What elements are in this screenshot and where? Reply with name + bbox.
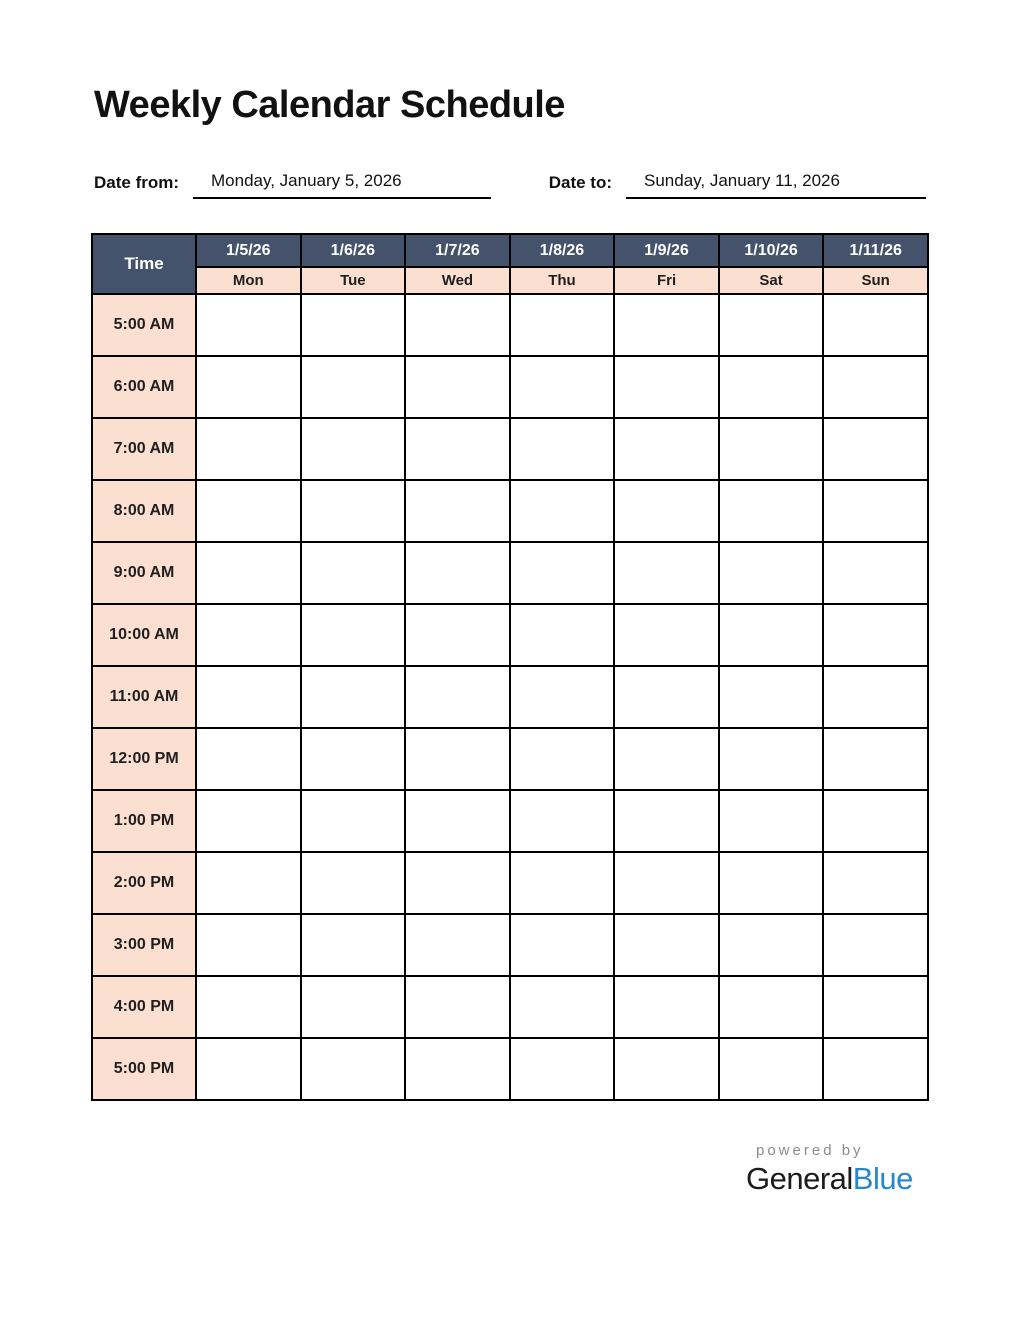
table-row: [92, 604, 928, 666]
schedule-cell-thu: [510, 356, 615, 418]
schedule-cell-wed: [405, 1038, 510, 1100]
day-header-thu: Thu: [510, 267, 615, 294]
schedule-cell-thu: [510, 480, 615, 542]
schedule-cell-fri: [614, 728, 719, 790]
schedule-cell-mon: [196, 852, 301, 914]
date-to-label: Date to:: [548, 173, 612, 192]
schedule-cell-sun: [823, 480, 928, 542]
schedule-cell-fri: [614, 356, 719, 418]
schedule-cell-tue: [301, 666, 406, 728]
date-header-mon: 1/5/26: [196, 234, 301, 267]
schedule-cell-thu: [510, 790, 615, 852]
schedule-cell-tue: [301, 976, 406, 1038]
schedule-cell-mon: [196, 480, 301, 542]
schedule-cell-sat: [719, 790, 824, 852]
schedule-cell-thu: [510, 294, 615, 356]
brand-general-text: General: [746, 1161, 853, 1196]
schedule-cell-wed: [405, 728, 510, 790]
schedule-cell-mon: [196, 666, 301, 728]
schedule-cell-tue: [301, 790, 406, 852]
schedule-cell-sun: [823, 852, 928, 914]
schedule-cell-sat: [719, 728, 824, 790]
schedule-cell-tue: [301, 418, 406, 480]
schedule-cell-fri: [614, 604, 719, 666]
table-row: [92, 480, 928, 542]
schedule-cell-fri: [614, 542, 719, 604]
schedule-cell-fri: [614, 852, 719, 914]
schedule-cell-sun: [823, 914, 928, 976]
schedule-cell-thu: [510, 914, 615, 976]
schedule-cell-sat: [719, 976, 824, 1038]
schedule-cell-wed: [405, 852, 510, 914]
schedule-cell-sat: [719, 604, 824, 666]
schedule-cell-mon: [196, 356, 301, 418]
schedule-cell-sat: [719, 666, 824, 728]
table-row: [92, 418, 928, 480]
date-to-value: Sunday, January 11, 2026: [626, 171, 926, 199]
schedule-cell-wed: [405, 604, 510, 666]
time-label: 5:00 AM: [92, 294, 196, 356]
time-label: 1:00 PM: [92, 790, 196, 852]
schedule-cell-mon: [196, 418, 301, 480]
schedule-cell-tue: [301, 852, 406, 914]
schedule-cell-thu: [510, 418, 615, 480]
schedule-cell-tue: [301, 542, 406, 604]
schedule-cell-sun: [823, 294, 928, 356]
day-header-wed: Wed: [405, 267, 510, 294]
general-blue-logo: [746, 1161, 913, 1197]
schedule-cell-thu: [510, 666, 615, 728]
schedule-cell-mon: [196, 1038, 301, 1100]
schedule-cell-mon: [196, 294, 301, 356]
time-label: 9:00 AM: [92, 542, 196, 604]
date-range-row: [94, 171, 926, 199]
schedule-cell-thu: [510, 976, 615, 1038]
date-to-field: [549, 171, 926, 199]
time-label: 12:00 PM: [92, 728, 196, 790]
brand-blue-text: Blue: [852, 1161, 913, 1196]
schedule-cell-fri: [614, 666, 719, 728]
date-header-sat: 1/10/26: [719, 234, 824, 267]
table-row: [92, 728, 928, 790]
schedule-cell-sat: [719, 356, 824, 418]
date-header-sun: 1/11/26: [823, 234, 928, 267]
schedule-cell-thu: [510, 728, 615, 790]
schedule-cell-sun: [823, 728, 928, 790]
time-label: 7:00 AM: [92, 418, 196, 480]
time-label: 4:00 PM: [92, 976, 196, 1038]
schedule-cell-mon: [196, 604, 301, 666]
schedule-cell-fri: [614, 914, 719, 976]
schedule-cell-thu: [510, 542, 615, 604]
schedule-cell-tue: [301, 728, 406, 790]
schedule-cell-sun: [823, 1038, 928, 1100]
table-row: [92, 356, 928, 418]
schedule-cell-tue: [301, 480, 406, 542]
weekly-schedule-table: [91, 233, 929, 1101]
schedule-cell-fri: [614, 790, 719, 852]
schedule-cell-wed: [405, 480, 510, 542]
schedule-cell-mon: [196, 790, 301, 852]
schedule-cell-sun: [823, 418, 928, 480]
date-from-field: [94, 171, 491, 199]
schedule-cell-tue: [301, 604, 406, 666]
schedule-cell-thu: [510, 1038, 615, 1100]
time-label: 5:00 PM: [92, 1038, 196, 1100]
schedule-cell-mon: [196, 976, 301, 1038]
schedule-cell-wed: [405, 666, 510, 728]
schedule-cell-fri: [614, 480, 719, 542]
table-row: [92, 294, 928, 356]
day-header-tue: Tue: [301, 267, 406, 294]
schedule-cell-wed: [405, 356, 510, 418]
schedule-cell-sat: [719, 1038, 824, 1100]
schedule-cell-tue: [301, 356, 406, 418]
schedule-cell-sat: [719, 542, 824, 604]
schedule-cell-sun: [823, 976, 928, 1038]
schedule-body: [92, 294, 928, 1100]
schedule-cell-sun: [823, 542, 928, 604]
schedule-cell-wed: [405, 790, 510, 852]
time-label: 6:00 AM: [92, 356, 196, 418]
schedule-cell-sun: [823, 666, 928, 728]
schedule-cell-wed: [405, 294, 510, 356]
table-row: [92, 1038, 928, 1100]
table-row: [92, 542, 928, 604]
time-label: 11:00 AM: [92, 666, 196, 728]
schedule-cell-sun: [823, 356, 928, 418]
date-header-tue: 1/6/26: [301, 234, 406, 267]
table-row: [92, 852, 928, 914]
schedule-cell-sat: [719, 418, 824, 480]
date-header-wed: 1/7/26: [405, 234, 510, 267]
date-header-thu: 1/8/26: [510, 234, 615, 267]
schedule-cell-sat: [719, 852, 824, 914]
schedule-cell-tue: [301, 294, 406, 356]
schedule-cell-mon: [196, 542, 301, 604]
schedule-cell-wed: [405, 914, 510, 976]
time-label: 2:00 PM: [92, 852, 196, 914]
schedule-cell-fri: [614, 418, 719, 480]
schedule-cell-wed: [405, 418, 510, 480]
day-header-sat: Sat: [719, 267, 824, 294]
day-header-row: [92, 267, 928, 294]
schedule-cell-sat: [719, 914, 824, 976]
schedule-cell-tue: [301, 914, 406, 976]
schedule-cell-tue: [301, 1038, 406, 1100]
powered-by-text: powered by: [756, 1142, 864, 1159]
date-header-row: [92, 234, 928, 267]
schedule-cell-sat: [719, 480, 824, 542]
table-row: [92, 790, 928, 852]
date-from-label: Date from:: [94, 173, 180, 192]
day-header-sun: Sun: [823, 267, 928, 294]
day-header-fri: Fri: [614, 267, 719, 294]
date-from-value: Monday, January 5, 2026: [193, 171, 491, 199]
schedule-cell-mon: [196, 728, 301, 790]
time-label: 3:00 PM: [92, 914, 196, 976]
schedule-cell-sat: [719, 294, 824, 356]
schedule-cell-fri: [614, 1038, 719, 1100]
table-row: [92, 666, 928, 728]
schedule-cell-fri: [614, 976, 719, 1038]
time-label: 10:00 AM: [92, 604, 196, 666]
day-header-mon: Mon: [196, 267, 301, 294]
schedule-cell-mon: [196, 914, 301, 976]
time-column-header: Time: [92, 234, 196, 294]
schedule-cell-thu: [510, 852, 615, 914]
schedule-cell-fri: [614, 294, 719, 356]
schedule-cell-wed: [405, 976, 510, 1038]
table-row: [92, 976, 928, 1038]
schedule-cell-sun: [823, 790, 928, 852]
footer-branding: [746, 1142, 913, 1197]
date-header-fri: 1/9/26: [614, 234, 719, 267]
schedule-cell-wed: [405, 542, 510, 604]
schedule-cell-sun: [823, 604, 928, 666]
table-row: [92, 914, 928, 976]
page-title: Weekly Calendar Schedule: [94, 84, 565, 126]
time-label: 8:00 AM: [92, 480, 196, 542]
schedule-cell-thu: [510, 604, 615, 666]
